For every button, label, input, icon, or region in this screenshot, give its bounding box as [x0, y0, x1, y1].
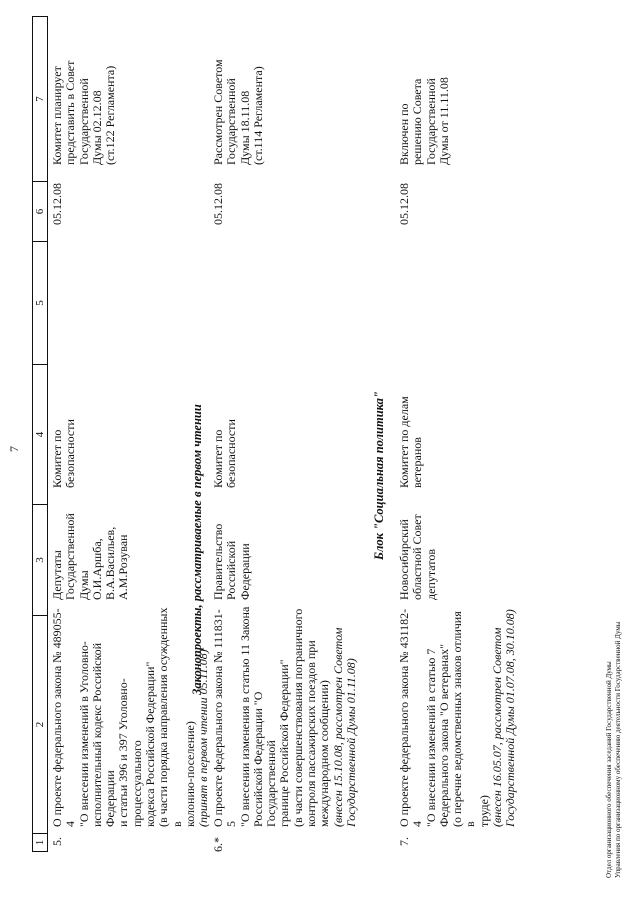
table-header	[32, 16, 48, 852]
bill-description	[212, 605, 358, 827]
header-col-1: 1	[33, 834, 47, 852]
date: 05.12.08	[50, 183, 64, 225]
date: 05.12.08	[397, 183, 411, 225]
header-col-3: 3	[33, 505, 47, 616]
header-col-2: 2	[33, 616, 47, 834]
row-number: 6.*	[211, 837, 225, 852]
bill-author: Новосибирский областной Совет депутатов	[397, 514, 438, 600]
status: Включен по решению Совета Государственной Думы от 11.11.08	[397, 77, 451, 165]
footer-line-2: Управления по организационному обеспечению деятельности Государственной Думы	[614, 621, 622, 878]
committee: Комитет по безопасности	[211, 419, 239, 488]
status: Рассмотрен Советом Государственной Думы 18.11.08 (ст.114 Регламента)	[211, 59, 265, 165]
bill-note: (принят в первом чтении 05.11.08)	[196, 649, 211, 827]
bill-description	[51, 605, 211, 827]
bill-title: О проекте федерального закона № 111831-5 "О внесении изменения в статью 11 Закона Российской Федерации "О Государственной границе Российской Федерации" (в части совершенствования пограничного контроля пассажирских поездов при международном сообщении)	[211, 606, 332, 827]
header-col-7: 7	[33, 16, 47, 182]
bill-description	[398, 605, 518, 827]
bill-title: О проекте федерального закона № 431182-4 "О внесении изменений в статью 7 Федерального закона "О ветеранах" (о перечне ведомственных знаков отличия в труде)	[397, 608, 491, 827]
bill-note: (внесен 15.10.08, рассмотрен Советом Государственной Думы 01.11.08)	[330, 627, 358, 827]
committee: Комитет по делам ветеранов	[397, 396, 425, 488]
header-col-6: 6	[33, 182, 47, 242]
footer-line-1: Отдел организационного обеспечения заседаний Государственной Думы	[605, 661, 613, 878]
bill-author: Депутаты Государственной Думы О.И.Аршба, В.А.Васильев, А.М.Розуван	[50, 513, 131, 600]
bill-title: О проекте федерального закона № 489055-4 "О внесении изменений в Уголовно- исполнительный кодекс Российской Федерации и статьи 396 и 397 Уголовно-процессуального кодекса Российской Федерации" (в части порядка направления осужденных в колонию-поселение)	[50, 607, 197, 827]
bill-author: Правительство Российской Федерации	[211, 523, 252, 600]
section-heading: Блок "Социальная политика"	[372, 391, 386, 560]
committee: Комитет по безопасности	[50, 419, 78, 488]
header-col-4: 4	[33, 365, 47, 505]
date: 05.12.08	[211, 183, 225, 225]
section-heading: Законопроекты, рассматриваемые в первом чтении	[190, 404, 204, 695]
page-number: 7	[7, 446, 21, 452]
bill-note: (внесен 16.05.07, рассмотрен Советом Государственной Думы 01.07.08, 30.10.08)	[490, 609, 518, 827]
status: Комитет планирует представить в Совет Государственной Думы 02.12.08 (ст.122 Регламента)	[50, 60, 118, 165]
row-number: 7.	[397, 837, 411, 846]
footer	[605, 622, 623, 878]
header-col-5: 5	[33, 242, 47, 365]
row-number: 5.	[50, 837, 64, 846]
